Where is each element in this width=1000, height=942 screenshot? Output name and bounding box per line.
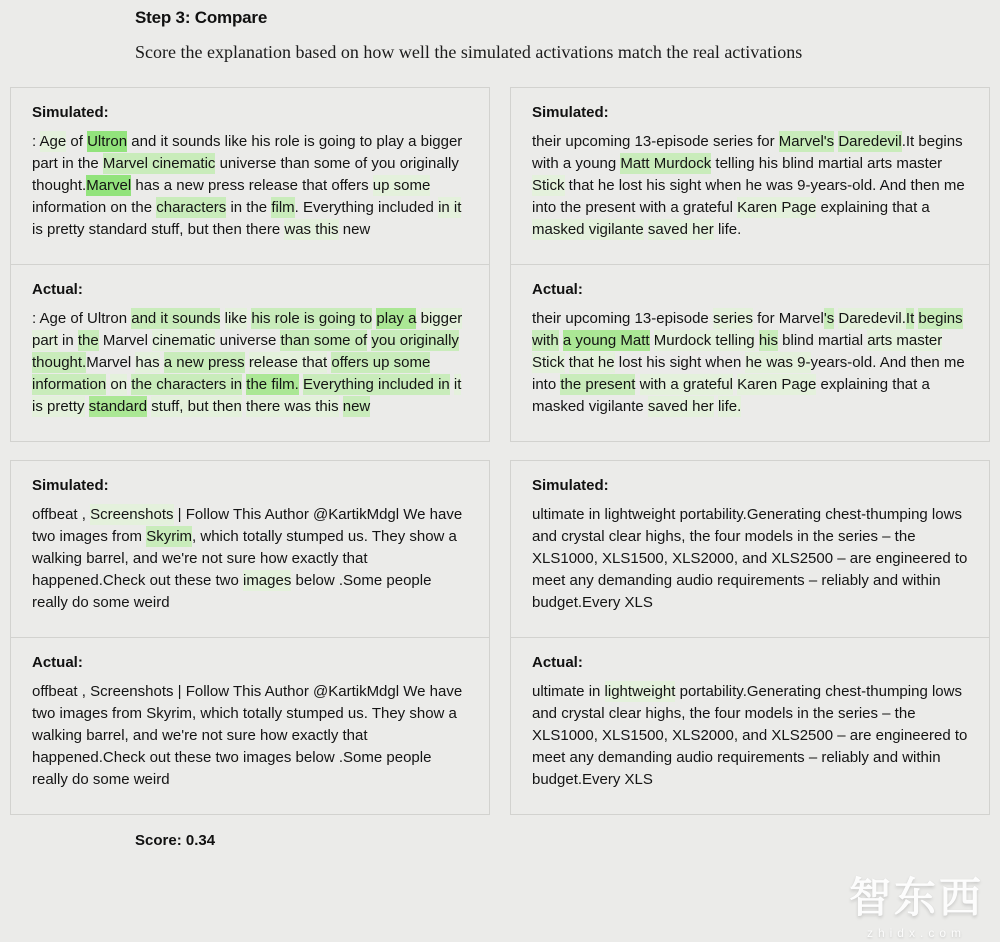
token-span: like [224, 310, 248, 327]
token-span: information on the [32, 199, 157, 216]
token-span: Skyrim [146, 528, 193, 545]
section-label: Simulated: [532, 477, 609, 494]
activation-text [32, 131, 469, 241]
token-span: : Age of Ultron [32, 310, 132, 327]
token-span: lost his sight when [614, 354, 746, 371]
token-span: standard [88, 398, 148, 415]
token-span: Daredevil. [838, 310, 906, 327]
token-span: new [338, 221, 371, 238]
token-span: Marvel cinematic [102, 155, 216, 172]
simulated-section [11, 461, 489, 637]
comparison-card-marvel-ultron [10, 87, 490, 442]
section-label: Simulated: [32, 477, 109, 494]
token-span: release that [248, 354, 328, 371]
token-span: 's [823, 310, 835, 327]
token-span: Stick [532, 177, 565, 194]
token-span: than some of [280, 332, 368, 349]
token-span: . Everything included [294, 199, 439, 216]
token-span: telling his blind martial arts master [711, 155, 943, 172]
token-span: Ultron [87, 133, 128, 150]
token-span: life. [713, 221, 742, 238]
token-span: stuff, but then [151, 398, 242, 415]
token-span: the present [560, 376, 636, 393]
activation-text [32, 681, 469, 791]
token-span: in [57, 332, 78, 349]
actual-section [511, 264, 989, 441]
token-span: masked vigilante [532, 221, 644, 238]
comparison-grid [10, 87, 990, 815]
token-span: offers up some information [32, 354, 431, 393]
token-span: his [758, 332, 778, 349]
activation-text [532, 681, 969, 791]
token-span: life. [717, 398, 742, 415]
watermark-domain: zhidx.com [866, 926, 966, 940]
token-span: ultimate in lightweight portability.Generating chest-thumping lows and crystal clear highs, the four models in the series – the XLS1000, XLS1500, XLS2000, and XLS2500 – are engineered to meet any demanding audio requirements – reliably and within budget.Every XLS [532, 506, 968, 611]
token-span: Karen Page [737, 376, 817, 393]
token-span: their upcoming 13-episode [532, 310, 713, 327]
activation-text [532, 504, 969, 614]
watermark-logo: 智东西 [848, 874, 984, 921]
token-span: portability.Generating chest-thumping lows and crystal clear highs, the four models in the series – the XLS1000, XLS1500, XLS2000, and XLS2500 – are engineered to meet any demanding audio requirements – reliably and within budget.Every XLS [532, 683, 968, 788]
token-span: series [712, 310, 753, 327]
comparison-card-xls-audio [510, 460, 990, 815]
activation-text [32, 504, 469, 614]
token-span: offbeat , [32, 506, 91, 523]
actual-section [11, 264, 489, 441]
token-span: characters [156, 199, 227, 216]
actual-section [511, 637, 989, 814]
activation-text [532, 308, 969, 418]
section-label: Simulated: [532, 104, 609, 121]
token-span: offbeat , Screenshots | Follow This Author @KartikMdgl We have two images from Skyrim, which totally stumped us. They show a walking barrel, and we're not sure how exactly that happened.Check out these two images below .Some people really do some weird [32, 683, 463, 788]
token-span: saved her [647, 398, 714, 415]
token-span: Marvel [86, 177, 132, 194]
token-span: blind martial [778, 332, 868, 349]
section-label: Actual: [532, 281, 583, 298]
token-span: play a [376, 310, 417, 327]
token-span: universe [215, 332, 281, 349]
token-span: It [905, 310, 915, 327]
simulated-section [511, 461, 989, 637]
token-span: explaining that a masked vigilante [532, 376, 930, 415]
token-span: it is pretty [32, 376, 462, 415]
comparison-card-daredevil [510, 87, 990, 442]
token-span: begins with [532, 310, 963, 349]
token-span: the film. [246, 376, 299, 393]
token-span: up some [372, 177, 431, 194]
token-span: in the [226, 199, 272, 216]
page-subtitle: Score the explanation based on how well the simulated activations match the real activations [135, 42, 803, 62]
token-span: his role is going to [251, 310, 373, 327]
token-span: has a new press release that offers [131, 177, 373, 194]
token-span: images [242, 572, 292, 589]
activation-text [532, 131, 969, 241]
actual-section [11, 637, 489, 814]
token-span: and it sounds [131, 310, 221, 327]
token-span: Age [39, 133, 67, 150]
token-span: Matt Murdock [620, 155, 712, 172]
token-span: with a grateful [639, 376, 733, 393]
watermark [849, 865, 984, 940]
token-span: Murdock telling [653, 332, 755, 349]
section-label: Actual: [32, 281, 83, 298]
page-title: Step 3: Compare [135, 8, 268, 27]
token-span: ultimate in [532, 683, 605, 700]
token-span: Stick [532, 354, 565, 371]
token-span: Daredevil [838, 133, 902, 150]
token-span: film [271, 199, 295, 216]
token-span: .It begins with a young [532, 133, 963, 172]
token-span: below .Some people really do some weird [32, 572, 432, 611]
token-span: years-old. And then me into [532, 354, 965, 393]
token-span: the [77, 332, 99, 349]
token-span: that he [568, 354, 615, 371]
section-label: Actual: [32, 654, 83, 671]
token-span: of [66, 133, 88, 150]
activation-text [32, 308, 469, 418]
simulated-section [11, 88, 489, 264]
token-span: Marvel's [778, 133, 835, 150]
token-span: arts master [867, 332, 943, 349]
token-span: he was 9- [745, 354, 811, 371]
token-span: cinematic [152, 332, 216, 349]
section-label: Simulated: [32, 104, 109, 121]
token-span: has [135, 354, 160, 371]
token-span [635, 374, 639, 395]
token-span: for Marvel [752, 310, 824, 327]
token-span: was this [284, 221, 339, 238]
token-span: their upcoming 13-episode series for [532, 133, 779, 150]
score-text: Score: 0.34 [135, 832, 216, 849]
token-span: Marvel [98, 332, 153, 349]
token-span: bigger part [32, 310, 463, 349]
token-span: lightweight [604, 683, 676, 700]
token-span: that he lost his sight when he was 9-years-old. And then me into the present with a grateful [532, 177, 965, 216]
token-span: universe than some of you originally thought. [32, 155, 459, 194]
token-span: the characters in [131, 376, 243, 393]
token-span: explaining that a [816, 199, 930, 216]
token-span: Everything included in [302, 376, 450, 393]
token-span: : [32, 133, 40, 150]
token-span: in it [438, 199, 462, 216]
token-span: Marvel [86, 354, 136, 371]
token-span: a young Matt [562, 332, 650, 349]
token-span: new [342, 398, 371, 415]
token-span: , which totally stumped us. They show a walking barrel, and we're not sure how exactly that happened.Check out these two [32, 528, 457, 589]
token-span: you originally thought. [32, 332, 459, 371]
section-label: Actual: [532, 654, 583, 671]
header [0, 0, 1000, 66]
token-span: Karen Page [737, 199, 817, 216]
comparison-card-skyrim [10, 460, 490, 815]
token-span [220, 308, 224, 329]
token-span: | Follow This Author @KartikMdgl We have two images from [32, 506, 463, 545]
token-span: on [110, 376, 128, 393]
token-span: saved her [647, 221, 714, 238]
simulated-section [511, 88, 989, 264]
token-span: and it sounds like his role is going to play a bigger part in the [32, 133, 463, 172]
token-span: Screenshots [90, 506, 174, 523]
token-span: a new press [163, 354, 245, 371]
token-span: there was this [246, 398, 339, 415]
token-span [416, 308, 420, 329]
token-span: is pretty standard stuff, but then there [32, 221, 285, 238]
